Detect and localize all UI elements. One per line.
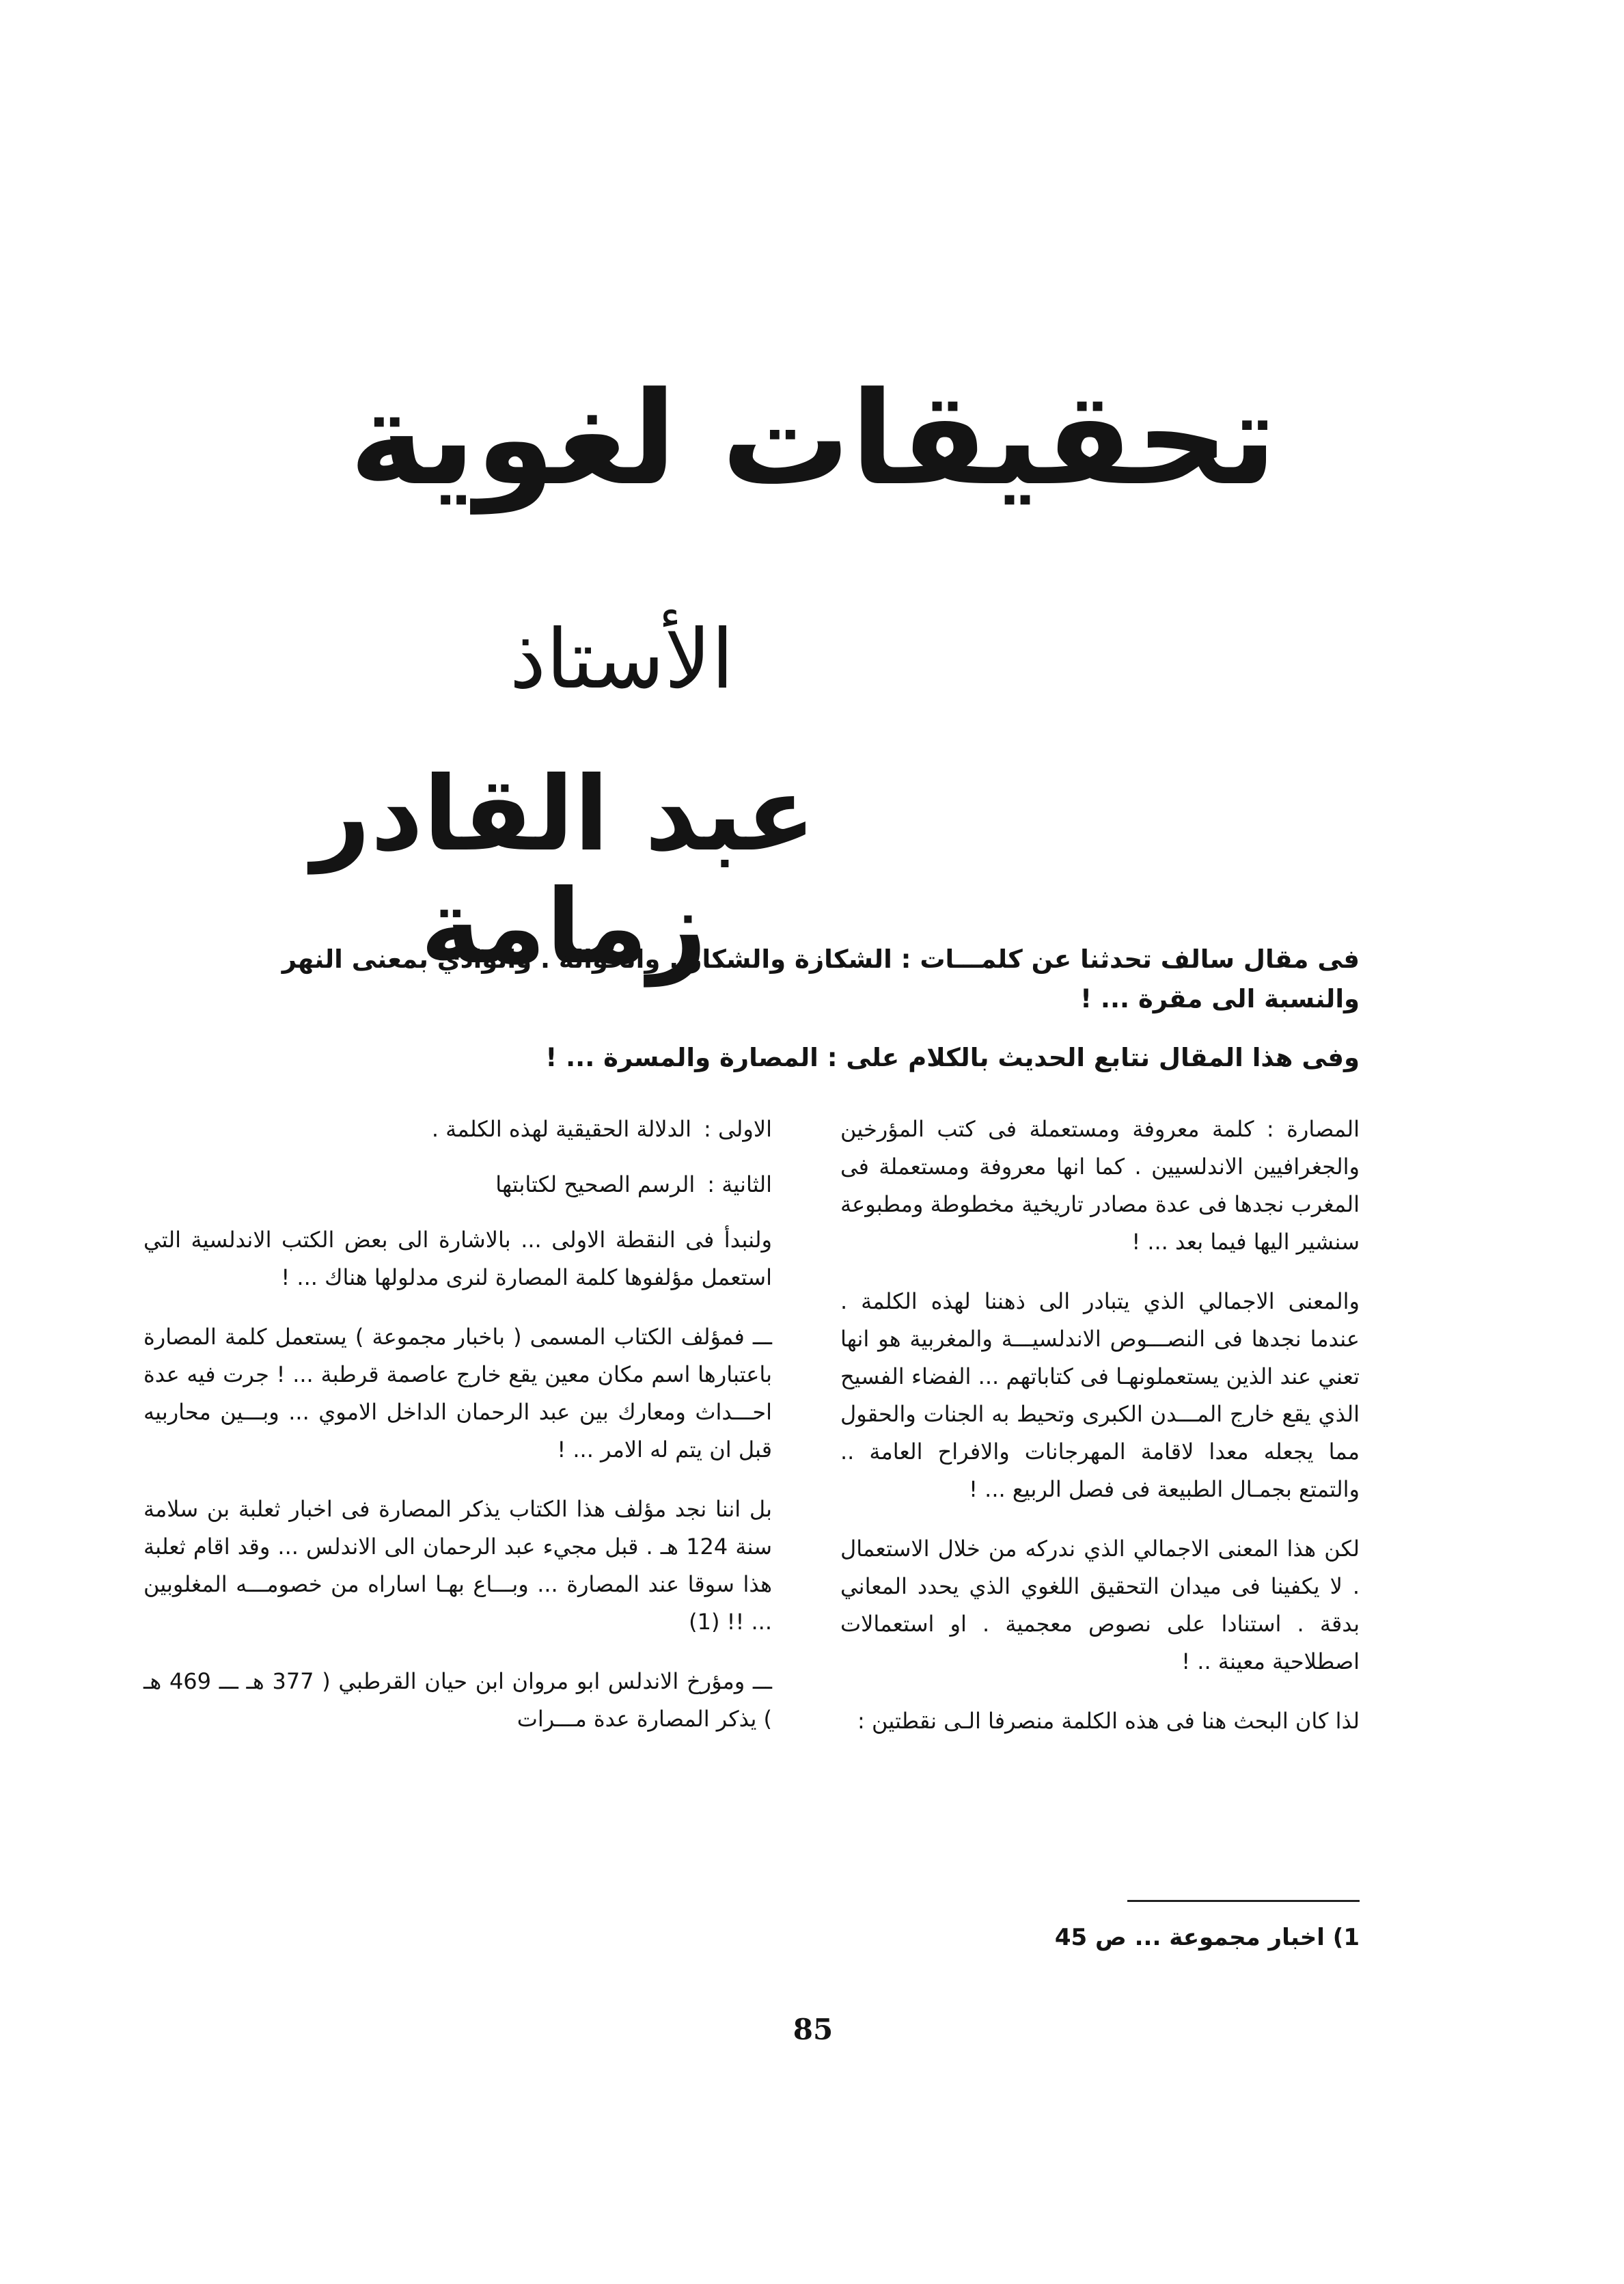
article-title: تحقيقات لغوية [349,364,1277,514]
left-column [143,1111,772,1760]
intro-paragraph-2: وفى هذا المقال نتابع الحديث بالكلام على : المصارة والمسرة ... ! [545,1043,1360,1072]
author-label: الأستاذ [509,612,734,707]
right-paragraph-3: لكن هذا المعنى الاجمالي الذي ندركه من خلال الاستعمال . لا يكفينا فى ميدان التحقيق اللغوي الذي يحدد المعاني بدقة . استنادا على نصوص معجمية . او استعمالات اصطلاحية معينة .. ! [840,1536,1360,1674]
footnote: 1) اخبار مجموعة ... ص 45 [1054,1924,1360,1951]
left-paragraph-4: ـــ ومؤرخ الاندلس ابو مروان ابن حيان القرطبي ( 377 هـ ـــ 469 هـ ) يذكر المصارة عدة مـــرات [143,1668,773,1732]
right-paragraph-2: والمعنى الاجمالي الذي يتبادر الى ذهننا لهذه الكلمة . عندما نجدها فى النصـــوص الاندلسيـــة والمغربية هو انها تعني عند الذين يستعملونهـا فى كتاباتهم ... الفضاء الفسيح الذي يقع خارج المـــدن الكبرى وتحيط به الجنات والحقول مما يجعله معدا لاقامة المهرجانات والافراح العامة .. والتمتع بجمـال الطبيعة فى فصل الربيع ... ! [840,1288,1360,1502]
left-paragraph-1: ولنبدأ فى النقطة الاولى ... بالاشارة الى بعض الكتب الاندلسية التي استعمل مؤلفوها كلمة المصارة لنرى مدلولها هناك ... ! [143,1227,772,1290]
right-paragraph-4: لذا كان البحث هنا فى هذه الكلمة منصرفا الـى نقطتين : [857,1708,1360,1734]
point-second [143,1166,772,1204]
intro-paragraph-1: فى مقال سالف تحدثنا عن كلمـــات : الشكازة والشكاز . والحوالة . والوادي بمعنى النهر والنسبة الى مقرة ... ! [281,944,1360,1014]
left-paragraph-2: ـــ فمؤلف الكتاب المسمى ( باخبار مجموعة ) يستعمل كلمة المصارة باعتبارها اسم مكان معين يقع خارج عاصمة قرطبة ... ! جرت فيه عدة احـــداث ومعارك بين عبد الرحمان الداخل الاموي ... وبـــين محاربيه قبل ان يتم له الامر ... ! [143,1324,772,1463]
point-first [143,1111,772,1148]
intro-block [225,940,1360,1078]
page-number: 85 [793,2013,834,2046]
right-column [840,1111,1360,1762]
author-name: عبد القادر زمامة [312,755,816,987]
point-first-text: الدلالة الحقيقية لهذه الكلمة . [431,1116,692,1142]
left-paragraph-3: بل اننا نجد مؤلف هذا الكتاب يذكر المصارة فى اخبار ثعلبة بن سلامة سنة 124 هـ . قبل مجيء عبد الرحمان الى الاندلس ... وقد اقام ثعلبة هذا سوقا عند المصارة ... وبـــاع بهـا اساراه من خصومـــه المغلوبين ... !! (1) [143,1496,773,1635]
right-paragraph-1: المصارة : كلمة معروفة ومستعملة فى كتب المؤرخين والجغرافيين الاندلسيين . كما انها معروفة ومستعملة فى المغرب نجدها فى عدة مصادر تاريخية مخطوطة ومطبوعة سنشير اليها فيما بعد ... ! [840,1116,1360,1255]
point-second-text: الرسم الصحيح لكتابتها [495,1171,696,1197]
point-second-label: الثانية : [707,1171,772,1197]
footnote-divider [1127,1900,1360,1902]
point-first-label: الاولى : [704,1116,772,1142]
